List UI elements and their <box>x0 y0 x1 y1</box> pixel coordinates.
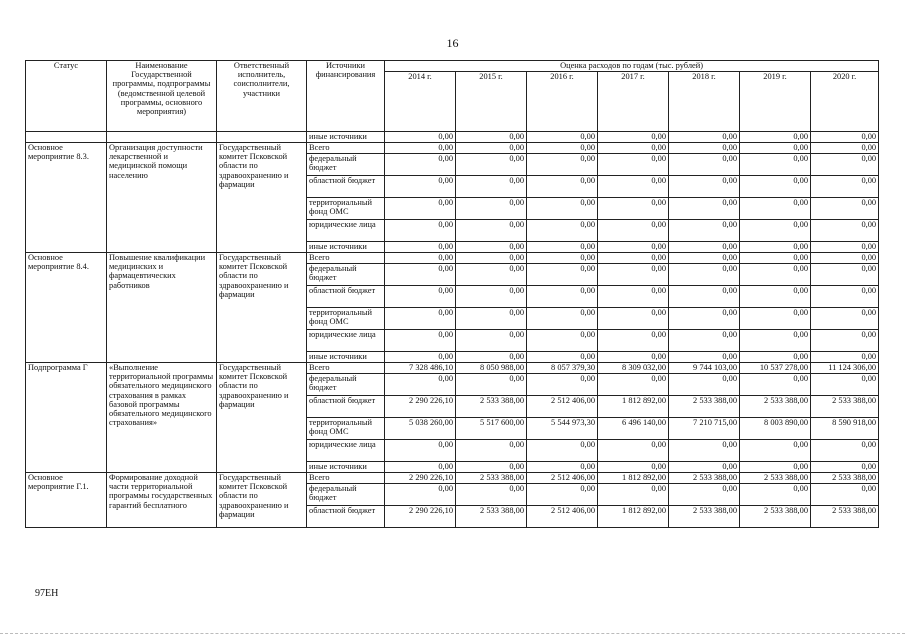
header-year: 2017 г. <box>598 72 669 132</box>
header-year: 2018 г. <box>669 72 740 132</box>
value-cell: 0,00 <box>385 352 456 363</box>
value-cell: 2 533 388,00 <box>740 473 811 484</box>
value-cell: 10 537 278,00 <box>740 363 811 374</box>
value-cell: 2 512 406,00 <box>527 396 598 418</box>
value-cell: 0,00 <box>811 264 879 286</box>
value-cell: 1 812 892,00 <box>598 473 669 484</box>
value-cell: 0,00 <box>456 198 527 220</box>
source-cell: федеральный бюджет <box>307 264 385 286</box>
value-cell: 5 038 260,00 <box>385 418 456 440</box>
value-cell: 0,00 <box>456 352 527 363</box>
status-cell: Основное мероприятие 8.3. <box>26 143 107 253</box>
value-cell: 0,00 <box>740 132 811 143</box>
source-cell: иные источники <box>307 242 385 253</box>
executor-cell: Государственный комитет Псковской области по здравоохранению и фармации <box>217 473 307 528</box>
value-cell: 0,00 <box>456 374 527 396</box>
value-cell: 2 533 388,00 <box>669 506 740 528</box>
value-cell: 0,00 <box>740 143 811 154</box>
value-cell: 0,00 <box>669 352 740 363</box>
value-cell: 6 496 140,00 <box>598 418 669 440</box>
value-cell: 0,00 <box>740 264 811 286</box>
value-cell: 2 290 226,10 <box>385 473 456 484</box>
value-cell: 7 328 486,10 <box>385 363 456 374</box>
value-cell: 0,00 <box>740 484 811 506</box>
status-cell: Подпрограмма Г <box>26 363 107 473</box>
footer-code: 97ЕН <box>35 588 59 599</box>
value-cell: 0,00 <box>811 484 879 506</box>
value-cell: 2 533 388,00 <box>811 473 879 484</box>
header-executor: Ответственный исполнитель, соисполнители, участники <box>217 61 307 132</box>
value-cell: 0,00 <box>740 374 811 396</box>
name-cell: Организация доступности лекарственной и медицинской помощи населению <box>107 143 217 253</box>
value-cell: 0,00 <box>385 308 456 330</box>
value-cell: 0,00 <box>811 143 879 154</box>
value-cell: 0,00 <box>456 154 527 176</box>
value-cell: 0,00 <box>598 462 669 473</box>
value-cell: 0,00 <box>527 330 598 352</box>
value-cell: 0,00 <box>811 220 879 242</box>
header-year: 2015 г. <box>456 72 527 132</box>
value-cell: 2 533 388,00 <box>811 396 879 418</box>
value-cell: 0,00 <box>598 308 669 330</box>
value-cell: 0,00 <box>740 462 811 473</box>
value-cell: 0,00 <box>598 198 669 220</box>
value-cell: 0,00 <box>811 352 879 363</box>
value-cell: 2 533 388,00 <box>811 506 879 528</box>
source-cell: территориальный фонд ОМС <box>307 418 385 440</box>
value-cell: 2 533 388,00 <box>456 506 527 528</box>
status-cell: Основное мероприятие 8.4. <box>26 253 107 363</box>
value-cell: 0,00 <box>385 484 456 506</box>
executor-cell: Государственный комитет Псковской области по здравоохранению и фармации <box>217 363 307 473</box>
source-cell: федеральный бюджет <box>307 374 385 396</box>
value-cell: 0,00 <box>669 374 740 396</box>
value-cell: 0,00 <box>598 440 669 462</box>
value-cell: 0,00 <box>669 286 740 308</box>
value-cell: 0,00 <box>740 220 811 242</box>
value-cell: 0,00 <box>456 264 527 286</box>
source-cell: иные источники <box>307 462 385 473</box>
value-cell: 0,00 <box>385 374 456 396</box>
value-cell: 0,00 <box>811 308 879 330</box>
value-cell: 0,00 <box>385 176 456 198</box>
value-cell: 0,00 <box>598 242 669 253</box>
source-cell: федеральный бюджет <box>307 154 385 176</box>
header-status: Статус <box>26 61 107 132</box>
value-cell: 0,00 <box>527 286 598 308</box>
value-cell: 0,00 <box>456 132 527 143</box>
value-cell: 0,00 <box>811 176 879 198</box>
source-cell: областной бюджет <box>307 506 385 528</box>
value-cell: 0,00 <box>669 220 740 242</box>
value-cell: 0,00 <box>811 462 879 473</box>
value-cell: 2 533 388,00 <box>740 396 811 418</box>
value-cell: 0,00 <box>456 253 527 264</box>
source-cell: областной бюджет <box>307 396 385 418</box>
value-cell: 11 124 306,00 <box>811 363 879 374</box>
value-cell: 5 544 973,30 <box>527 418 598 440</box>
header-estimate: Оценка расходов по годам (тыс. рублей) <box>385 61 879 72</box>
source-cell: иные источники <box>307 352 385 363</box>
value-cell: 0,00 <box>385 198 456 220</box>
value-cell: 8 309 032,00 <box>598 363 669 374</box>
value-cell: 0,00 <box>669 242 740 253</box>
value-cell: 0,00 <box>598 330 669 352</box>
value-cell: 0,00 <box>811 440 879 462</box>
value-cell: 0,00 <box>527 220 598 242</box>
value-cell: 9 744 103,00 <box>669 363 740 374</box>
source-cell: Всего <box>307 253 385 264</box>
value-cell: 0,00 <box>598 374 669 396</box>
value-cell: 0,00 <box>385 253 456 264</box>
value-cell: 0,00 <box>669 253 740 264</box>
value-cell: 0,00 <box>385 286 456 308</box>
table-row <box>26 132 879 143</box>
value-cell: 0,00 <box>456 330 527 352</box>
source-cell: Всего <box>307 143 385 154</box>
page-number: 16 <box>446 36 459 50</box>
value-cell: 0,00 <box>598 176 669 198</box>
value-cell: 0,00 <box>740 242 811 253</box>
value-cell: 0,00 <box>811 154 879 176</box>
source-cell: федеральный бюджет <box>307 484 385 506</box>
value-cell: 2 533 388,00 <box>669 396 740 418</box>
value-cell: 0,00 <box>598 352 669 363</box>
value-cell: 0,00 <box>740 286 811 308</box>
value-cell: 2 290 226,10 <box>385 396 456 418</box>
value-cell: 8 050 988,00 <box>456 363 527 374</box>
value-cell: 1 812 892,00 <box>598 506 669 528</box>
value-cell: 2 290 226,10 <box>385 506 456 528</box>
status-cell <box>26 132 107 143</box>
value-cell: 0,00 <box>669 143 740 154</box>
header-year: 2019 г. <box>740 72 811 132</box>
name-cell: Повышение квалификации медицинских и фармацевтических работников <box>107 253 217 363</box>
name-cell <box>107 132 217 143</box>
header-year: 2016 г. <box>527 72 598 132</box>
value-cell: 0,00 <box>385 462 456 473</box>
value-cell: 0,00 <box>456 440 527 462</box>
value-cell: 2 512 406,00 <box>527 473 598 484</box>
value-cell: 0,00 <box>669 330 740 352</box>
header-year: 2020 г. <box>811 72 879 132</box>
value-cell: 0,00 <box>669 264 740 286</box>
value-cell: 0,00 <box>669 462 740 473</box>
value-cell: 0,00 <box>527 484 598 506</box>
value-cell: 0,00 <box>527 264 598 286</box>
name-cell: «Выполнение территориальной программы обязательного медицинского страхования в рамках базовой программы обязательного медицинского страхования» <box>107 363 217 473</box>
value-cell: 0,00 <box>456 220 527 242</box>
source-cell: юридические лица <box>307 330 385 352</box>
value-cell: 0,00 <box>669 440 740 462</box>
source-cell: областной бюджет <box>307 176 385 198</box>
value-cell: 0,00 <box>456 242 527 253</box>
source-cell: иные источники <box>307 132 385 143</box>
value-cell: 0,00 <box>527 132 598 143</box>
value-cell: 0,00 <box>598 220 669 242</box>
name-cell: Формирование доходной части территориальной программы государственных гарантий бесплатного <box>107 473 217 528</box>
value-cell: 0,00 <box>669 198 740 220</box>
budget-table <box>25 60 879 528</box>
value-cell: 0,00 <box>740 440 811 462</box>
value-cell: 0,00 <box>740 176 811 198</box>
value-cell: 7 210 715,00 <box>669 418 740 440</box>
value-cell: 2 512 406,00 <box>527 506 598 528</box>
value-cell: 0,00 <box>811 374 879 396</box>
header-year: 2014 г. <box>385 72 456 132</box>
source-cell: территориальный фонд ОМС <box>307 308 385 330</box>
value-cell: 0,00 <box>527 143 598 154</box>
value-cell: 0,00 <box>456 308 527 330</box>
value-cell: 0,00 <box>811 330 879 352</box>
table-row <box>26 253 879 264</box>
value-cell: 0,00 <box>811 198 879 220</box>
value-cell: 0,00 <box>527 242 598 253</box>
value-cell: 0,00 <box>669 132 740 143</box>
value-cell: 0,00 <box>740 154 811 176</box>
value-cell: 0,00 <box>811 132 879 143</box>
value-cell: 0,00 <box>598 154 669 176</box>
table-row <box>26 143 879 154</box>
source-cell: Всего <box>307 473 385 484</box>
source-cell: юридические лица <box>307 220 385 242</box>
value-cell: 0,00 <box>456 176 527 198</box>
value-cell: 0,00 <box>669 484 740 506</box>
value-cell: 0,00 <box>811 242 879 253</box>
source-cell: территориальный фонд ОМС <box>307 198 385 220</box>
executor-cell <box>217 132 307 143</box>
value-cell: 5 517 600,00 <box>456 418 527 440</box>
value-cell: 0,00 <box>385 143 456 154</box>
executor-cell: Государственный комитет Псковской области по здравоохранению и фармации <box>217 143 307 253</box>
table-row <box>26 363 879 374</box>
scan-edge-line <box>0 633 905 634</box>
header-sources: Источники финансирования <box>307 61 385 132</box>
value-cell: 0,00 <box>811 286 879 308</box>
value-cell: 1 812 892,00 <box>598 396 669 418</box>
value-cell: 8 003 890,00 <box>740 418 811 440</box>
table-row <box>26 473 879 484</box>
value-cell: 0,00 <box>527 352 598 363</box>
value-cell: 0,00 <box>385 154 456 176</box>
value-cell: 2 533 388,00 <box>456 473 527 484</box>
value-cell: 0,00 <box>385 330 456 352</box>
value-cell: 0,00 <box>740 308 811 330</box>
value-cell: 0,00 <box>456 484 527 506</box>
value-cell: 0,00 <box>598 143 669 154</box>
value-cell: 2 533 388,00 <box>456 396 527 418</box>
value-cell: 0,00 <box>740 198 811 220</box>
value-cell: 2 533 388,00 <box>669 473 740 484</box>
value-cell: 0,00 <box>598 286 669 308</box>
value-cell: 0,00 <box>385 132 456 143</box>
value-cell: 0,00 <box>527 198 598 220</box>
value-cell: 0,00 <box>811 253 879 264</box>
header-name: Наименование Государственной программы, подпрограммы (ведомственной целевой программы, основного мероприятия) <box>107 61 217 132</box>
source-cell: юридические лица <box>307 440 385 462</box>
value-cell: 2 533 388,00 <box>740 506 811 528</box>
value-cell: 0,00 <box>598 484 669 506</box>
value-cell: 0,00 <box>456 143 527 154</box>
value-cell: 0,00 <box>527 462 598 473</box>
value-cell: 0,00 <box>527 440 598 462</box>
value-cell: 0,00 <box>527 253 598 264</box>
value-cell: 0,00 <box>740 253 811 264</box>
status-cell: Основное мероприятие Г.1. <box>26 473 107 528</box>
value-cell: 0,00 <box>456 286 527 308</box>
value-cell: 0,00 <box>669 154 740 176</box>
value-cell: 0,00 <box>740 352 811 363</box>
value-cell: 0,00 <box>740 330 811 352</box>
executor-cell: Государственный комитет Псковской области по здравоохранению и фармации <box>217 253 307 363</box>
value-cell: 0,00 <box>385 440 456 462</box>
value-cell: 0,00 <box>385 242 456 253</box>
value-cell: 0,00 <box>456 462 527 473</box>
value-cell: 8 590 918,00 <box>811 418 879 440</box>
value-cell: 0,00 <box>669 308 740 330</box>
value-cell: 0,00 <box>598 264 669 286</box>
value-cell: 0,00 <box>527 176 598 198</box>
value-cell: 0,00 <box>598 253 669 264</box>
value-cell: 0,00 <box>669 176 740 198</box>
value-cell: 8 057 379,30 <box>527 363 598 374</box>
value-cell: 0,00 <box>598 132 669 143</box>
value-cell: 0,00 <box>385 220 456 242</box>
value-cell: 0,00 <box>527 374 598 396</box>
value-cell: 0,00 <box>385 264 456 286</box>
source-cell: Всего <box>307 363 385 374</box>
source-cell: областной бюджет <box>307 286 385 308</box>
value-cell: 0,00 <box>527 308 598 330</box>
value-cell: 0,00 <box>527 154 598 176</box>
